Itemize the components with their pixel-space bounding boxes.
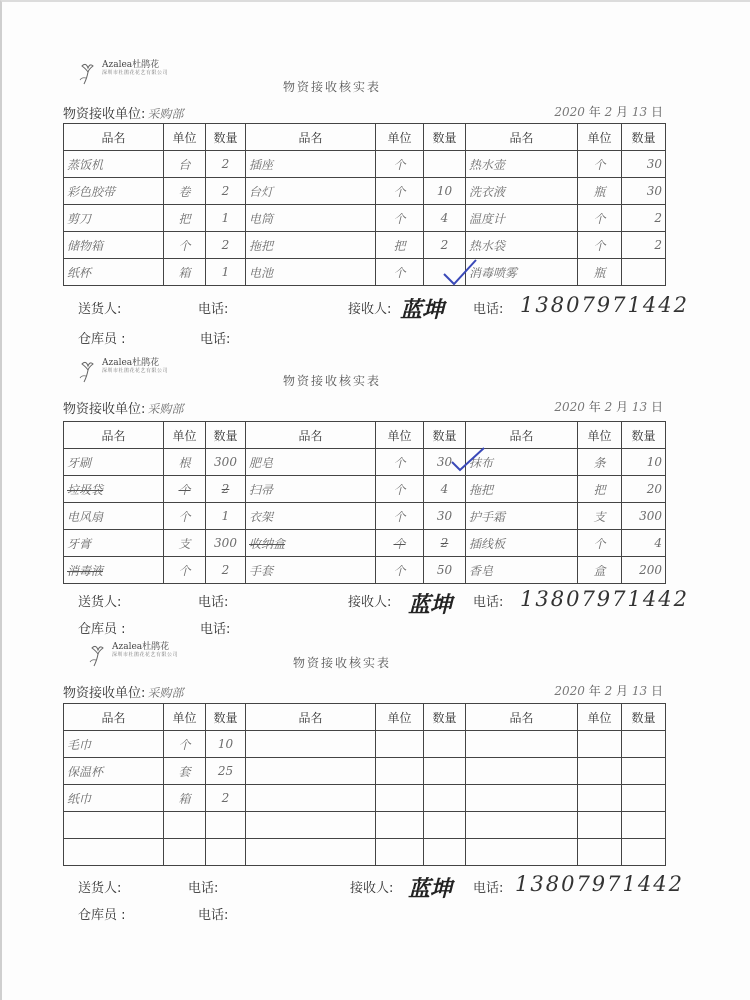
table-row: 保温杯 套 25 <box>64 758 666 785</box>
table-row: 蒸饭机 台 2 插座 个 热水壶 个 30 <box>64 151 666 178</box>
brand-tagline: 深圳市杜鹃花花艺有限公司 <box>112 652 179 658</box>
unit-label: 物资接收单位: <box>63 402 146 417</box>
table-row: 纸杯 箱 1 电池 个 消毒喷雾 瓶 <box>64 259 666 286</box>
table-row: 储物箱 个 2 拖把 把 2 热水袋 个 2 <box>64 232 666 259</box>
receiver-signature: 蓝坤 <box>400 297 445 323</box>
table-header: 品名 单位 数量 品名 单位 数量 品名 单位 数量 <box>64 704 666 731</box>
form-date: 2020 年 2 月 13 日 <box>554 105 663 119</box>
sender-label: 送货人: <box>78 881 122 896</box>
receiver-phone: 13807971442 <box>515 872 684 896</box>
table-row: 剪刀 把 1 电筒 个 4 温度计 个 2 <box>64 205 666 232</box>
table-row: 垃圾袋 个 2 扫帚 个 4 拖把 把 20 <box>64 476 666 503</box>
warehouse-label: 仓库员 : <box>78 908 126 923</box>
receiver-label: 接收人: <box>350 881 394 896</box>
receiver-phone-label: 电话: <box>473 595 504 610</box>
sender-label: 送货人: <box>78 302 122 317</box>
receiver-signature: 蓝坤 <box>408 592 453 618</box>
warehouse-phone-label: 电话: <box>198 908 229 923</box>
warehouse-phone-label: 电话: <box>200 332 231 347</box>
unit-row <box>63 398 663 417</box>
table-row: 电风扇 个 1 衣架 个 30 护手霜 支 300 <box>64 503 666 530</box>
receiver-phone: 13807971442 <box>520 293 689 317</box>
sender-phone-label: 电话: <box>198 302 229 317</box>
brand-name: Azalea杜鹃花 <box>112 642 170 652</box>
unit-value: 采购部 <box>147 107 184 121</box>
items-table <box>63 123 666 286</box>
receiver-phone-label: 电话: <box>473 302 504 317</box>
form-date: 2020 年 2 月 13 日 <box>554 400 663 414</box>
sender-phone-label: 电话: <box>198 595 229 610</box>
checkmark-icon <box>448 446 488 476</box>
sender-label: 送货人: <box>78 595 122 610</box>
table-row: 彩色胶带 卷 2 台灯 个 10 洗衣液 瓶 30 <box>64 178 666 205</box>
checkmark-icon <box>440 258 480 288</box>
unit-label: 物资接收单位: <box>63 686 146 701</box>
azalea-flower-icon <box>88 642 110 668</box>
unit-value: 采购部 <box>147 402 184 416</box>
table-row: 牙膏 支 300 收纳盒 个 2 插线板 个 4 <box>64 530 666 557</box>
form-date: 2020 年 2 月 13 日 <box>554 684 663 698</box>
azalea-flower-icon <box>78 60 100 86</box>
sender-phone-label: 电话: <box>188 881 219 896</box>
table-row <box>64 812 666 839</box>
warehouse-label: 仓库员 : <box>78 622 126 637</box>
brand-tagline: 深圳市杜鹃花花艺有限公司 <box>102 70 169 76</box>
table-row: 纸巾 箱 2 <box>64 785 666 812</box>
receiver-label: 接收人: <box>348 302 392 317</box>
items-table <box>63 421 666 584</box>
receiver-phone: 13807971442 <box>520 587 689 611</box>
brand-logo <box>88 642 178 668</box>
brand-name: Azalea杜鹃花 <box>102 60 160 70</box>
brand-logo <box>78 60 168 86</box>
table-header: 品名 单位 数量 品名 单位 数量 品名 单位 数量 <box>64 124 666 151</box>
form-title: 物资接收核实表 <box>283 80 382 94</box>
azalea-flower-icon <box>78 358 100 384</box>
warehouse-label: 仓库员 : <box>78 332 126 347</box>
form-title: 物资接收核实表 <box>283 374 382 388</box>
unit-label: 物资接收单位: <box>63 107 146 122</box>
table-row: 消毒液 个 2 手套 个 50 香皂 盒 200 <box>64 557 666 584</box>
brand-name: Azalea杜鹃花 <box>102 358 160 368</box>
brand-tagline: 深圳市杜鹃花花艺有限公司 <box>102 368 169 374</box>
unit-value: 采购部 <box>147 686 184 700</box>
brand-logo <box>78 358 168 384</box>
unit-row <box>63 103 663 122</box>
receiver-label: 接收人: <box>348 595 392 610</box>
table-row <box>64 839 666 866</box>
table-header: 品名 单位 数量 品名 单位 数量 品名 单位 数量 <box>64 422 666 449</box>
unit-row <box>63 682 663 701</box>
form-title: 物资接收核实表 <box>293 656 392 670</box>
table-row: 牙刷 根 300 肥皂 个 30 抹布 条 10 <box>64 449 666 476</box>
items-table <box>63 703 666 866</box>
table-row: 毛巾 个 10 <box>64 731 666 758</box>
receiver-signature: 蓝坤 <box>408 876 453 902</box>
receiver-phone-label: 电话: <box>473 881 504 896</box>
warehouse-phone-label: 电话: <box>200 622 231 637</box>
